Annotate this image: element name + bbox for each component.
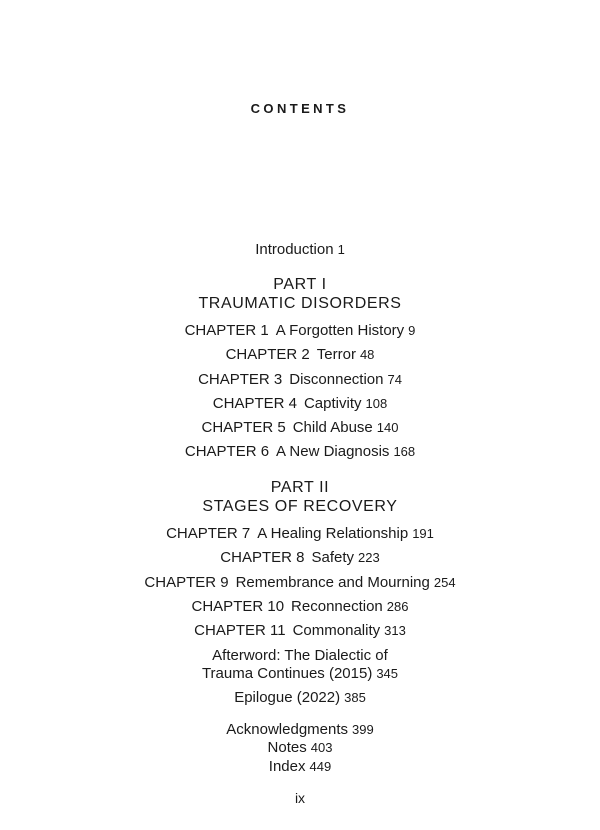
toc-entry-chapter-10 bbox=[0, 598, 600, 616]
chapter-page: 108 bbox=[365, 396, 388, 411]
toc-entry-notes bbox=[0, 739, 600, 757]
toc-entry-chapter-1 bbox=[0, 322, 600, 340]
chapter-page: 313 bbox=[384, 623, 406, 638]
toc-entry-introduction bbox=[0, 241, 600, 259]
entry-page: 1 bbox=[337, 242, 345, 257]
entry-title: Notes bbox=[267, 739, 307, 756]
part-1-label: PART I bbox=[273, 276, 327, 293]
chapter-page: 48 bbox=[359, 347, 375, 362]
chapter-page: 286 bbox=[386, 599, 409, 614]
toc-entry-epilogue bbox=[0, 689, 600, 707]
chapter-title: A Forgotten History bbox=[275, 322, 405, 339]
contents-heading: CONTENTS bbox=[250, 101, 350, 116]
entry-title: Introduction bbox=[255, 241, 334, 258]
entry-title: Acknowledgments bbox=[226, 721, 349, 738]
page-number: ix bbox=[294, 790, 306, 806]
part-1-title: TRAUMATIC DISORDERS bbox=[198, 295, 402, 312]
toc-entry-chapter-4 bbox=[0, 395, 600, 413]
chapter-page: 223 bbox=[358, 550, 380, 565]
chapter-label: CHAPTER 1 bbox=[184, 322, 269, 339]
chapter-label: CHAPTER 2 bbox=[225, 346, 310, 363]
entry-title: Index bbox=[268, 758, 306, 775]
toc-entry-chapter-9 bbox=[0, 574, 600, 592]
entry-page: 345 bbox=[376, 666, 399, 681]
chapter-title: Terror bbox=[316, 346, 356, 363]
toc-entry-chapter-11 bbox=[0, 622, 600, 640]
entry-page: 449 bbox=[309, 759, 332, 774]
chapter-title: Commonality bbox=[292, 622, 381, 639]
chapter-label: CHAPTER 5 bbox=[201, 419, 286, 436]
chapter-page: 9 bbox=[408, 323, 416, 338]
chapter-label: CHAPTER 8 bbox=[220, 549, 305, 566]
chapter-title: Disconnection bbox=[289, 371, 384, 388]
entry-title: Trauma Continues (2015) bbox=[201, 665, 373, 682]
chapter-label: CHAPTER 7 bbox=[166, 525, 251, 542]
chapter-title: Captivity bbox=[303, 395, 362, 412]
toc-entry-chapter-2 bbox=[0, 346, 600, 364]
chapter-title: A New Diagnosis bbox=[276, 443, 390, 460]
entry-title: Afterword: The Dialectic of bbox=[212, 647, 388, 664]
toc-entry-acknowledgments bbox=[0, 721, 600, 739]
toc-entry-chapter-7 bbox=[0, 525, 600, 543]
chapter-title: A Healing Relationship bbox=[257, 525, 409, 542]
chapter-label: CHAPTER 9 bbox=[144, 574, 229, 591]
entry-page: 403 bbox=[310, 740, 333, 755]
chapter-page: 191 bbox=[412, 526, 434, 541]
chapter-page: 254 bbox=[433, 575, 456, 590]
chapter-page: 140 bbox=[376, 420, 399, 435]
chapter-title: Remembrance and Mourning bbox=[235, 574, 430, 591]
toc-entry-chapter-6 bbox=[0, 443, 600, 461]
entry-page: 385 bbox=[344, 690, 366, 705]
chapter-label: CHAPTER 11 bbox=[194, 622, 286, 639]
chapter-title: Safety bbox=[311, 549, 354, 566]
toc-entry-index bbox=[0, 758, 600, 776]
chapter-page: 168 bbox=[393, 444, 416, 459]
chapter-label: CHAPTER 6 bbox=[184, 443, 270, 460]
chapter-label: CHAPTER 4 bbox=[212, 395, 297, 412]
chapter-label: CHAPTER 3 bbox=[198, 371, 283, 388]
chapter-label: CHAPTER 10 bbox=[191, 598, 285, 615]
toc-entry-afterword-line-2 bbox=[0, 665, 600, 683]
entry-page: 399 bbox=[352, 722, 374, 737]
toc-entry-afterword-line-1 bbox=[0, 647, 600, 665]
toc-entry-chapter-3 bbox=[0, 371, 600, 389]
part-2-title: STAGES OF RECOVERY bbox=[202, 498, 398, 515]
chapter-page: 74 bbox=[387, 372, 402, 387]
toc-entry-chapter-8 bbox=[0, 549, 600, 567]
chapter-title: Child Abuse bbox=[292, 419, 373, 436]
chapter-title: Reconnection bbox=[291, 598, 383, 615]
entry-title: Epilogue (2022) bbox=[234, 689, 341, 706]
toc-entry-chapter-5 bbox=[0, 419, 600, 437]
part-2-label: PART II bbox=[270, 479, 330, 496]
